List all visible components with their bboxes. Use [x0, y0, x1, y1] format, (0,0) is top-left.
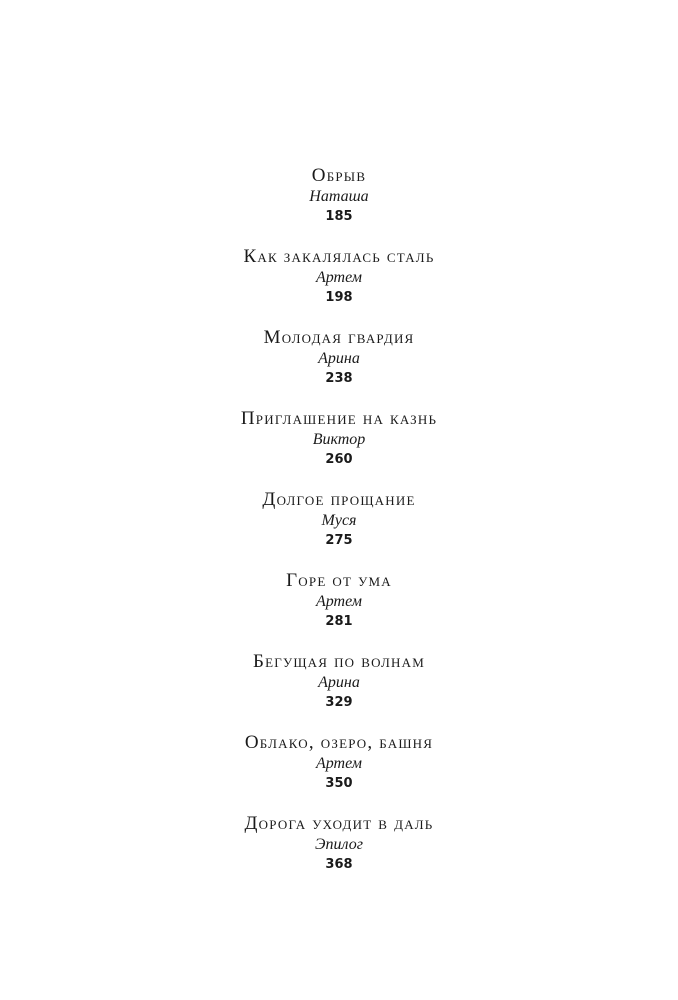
chapter-narrator: Эпилог — [315, 836, 363, 853]
chapter-title: Приглашение на казнь — [240, 408, 438, 429]
chapter-page-number: 185 — [325, 209, 353, 224]
chapter-page-number: 260 — [325, 452, 353, 467]
toc-entry[interactable] — [0, 570, 678, 646]
chapter-narrator: Арина — [318, 350, 360, 367]
chapter-title: Облако, озеро, башня — [244, 732, 434, 753]
chapter-narrator: Артем — [315, 593, 363, 610]
toc-entry[interactable] — [0, 408, 678, 484]
toc-entry[interactable] — [0, 165, 678, 241]
chapter-page-number: 329 — [325, 695, 353, 710]
table-of-contents — [0, 160, 678, 889]
chapter-narrator: Виктор — [312, 431, 366, 448]
chapter-page-number: 350 — [325, 776, 353, 791]
chapter-title: Долгое прощание — [262, 489, 416, 510]
chapter-title: Как закалялась сталь — [243, 246, 435, 267]
toc-entry[interactable] — [0, 327, 678, 403]
chapter-narrator: Арина — [318, 674, 360, 691]
toc-entry[interactable] — [0, 813, 678, 889]
toc-entry[interactable] — [0, 246, 678, 322]
chapter-page-number: 198 — [325, 290, 353, 305]
toc-entry[interactable] — [0, 651, 678, 727]
chapter-title: Горе от ума — [286, 570, 392, 591]
chapter-page-number: 238 — [325, 371, 353, 386]
chapter-title: Бегущая по волнам — [253, 651, 425, 672]
chapter-narrator: Артем — [315, 755, 363, 772]
chapter-narrator: Наташа — [309, 188, 369, 205]
toc-entry[interactable] — [0, 732, 678, 808]
chapter-page-number: 275 — [325, 533, 353, 548]
toc-entry[interactable] — [0, 489, 678, 565]
chapter-title: Обрыв — [311, 165, 367, 186]
chapter-title: Молодая гвардия — [263, 327, 415, 348]
chapter-narrator: Муся — [321, 512, 357, 529]
chapter-narrator: Артем — [315, 269, 363, 286]
chapter-page-number: 368 — [325, 857, 353, 872]
chapter-title: Дорога уходит в даль — [244, 813, 434, 834]
chapter-page-number: 281 — [325, 614, 353, 629]
